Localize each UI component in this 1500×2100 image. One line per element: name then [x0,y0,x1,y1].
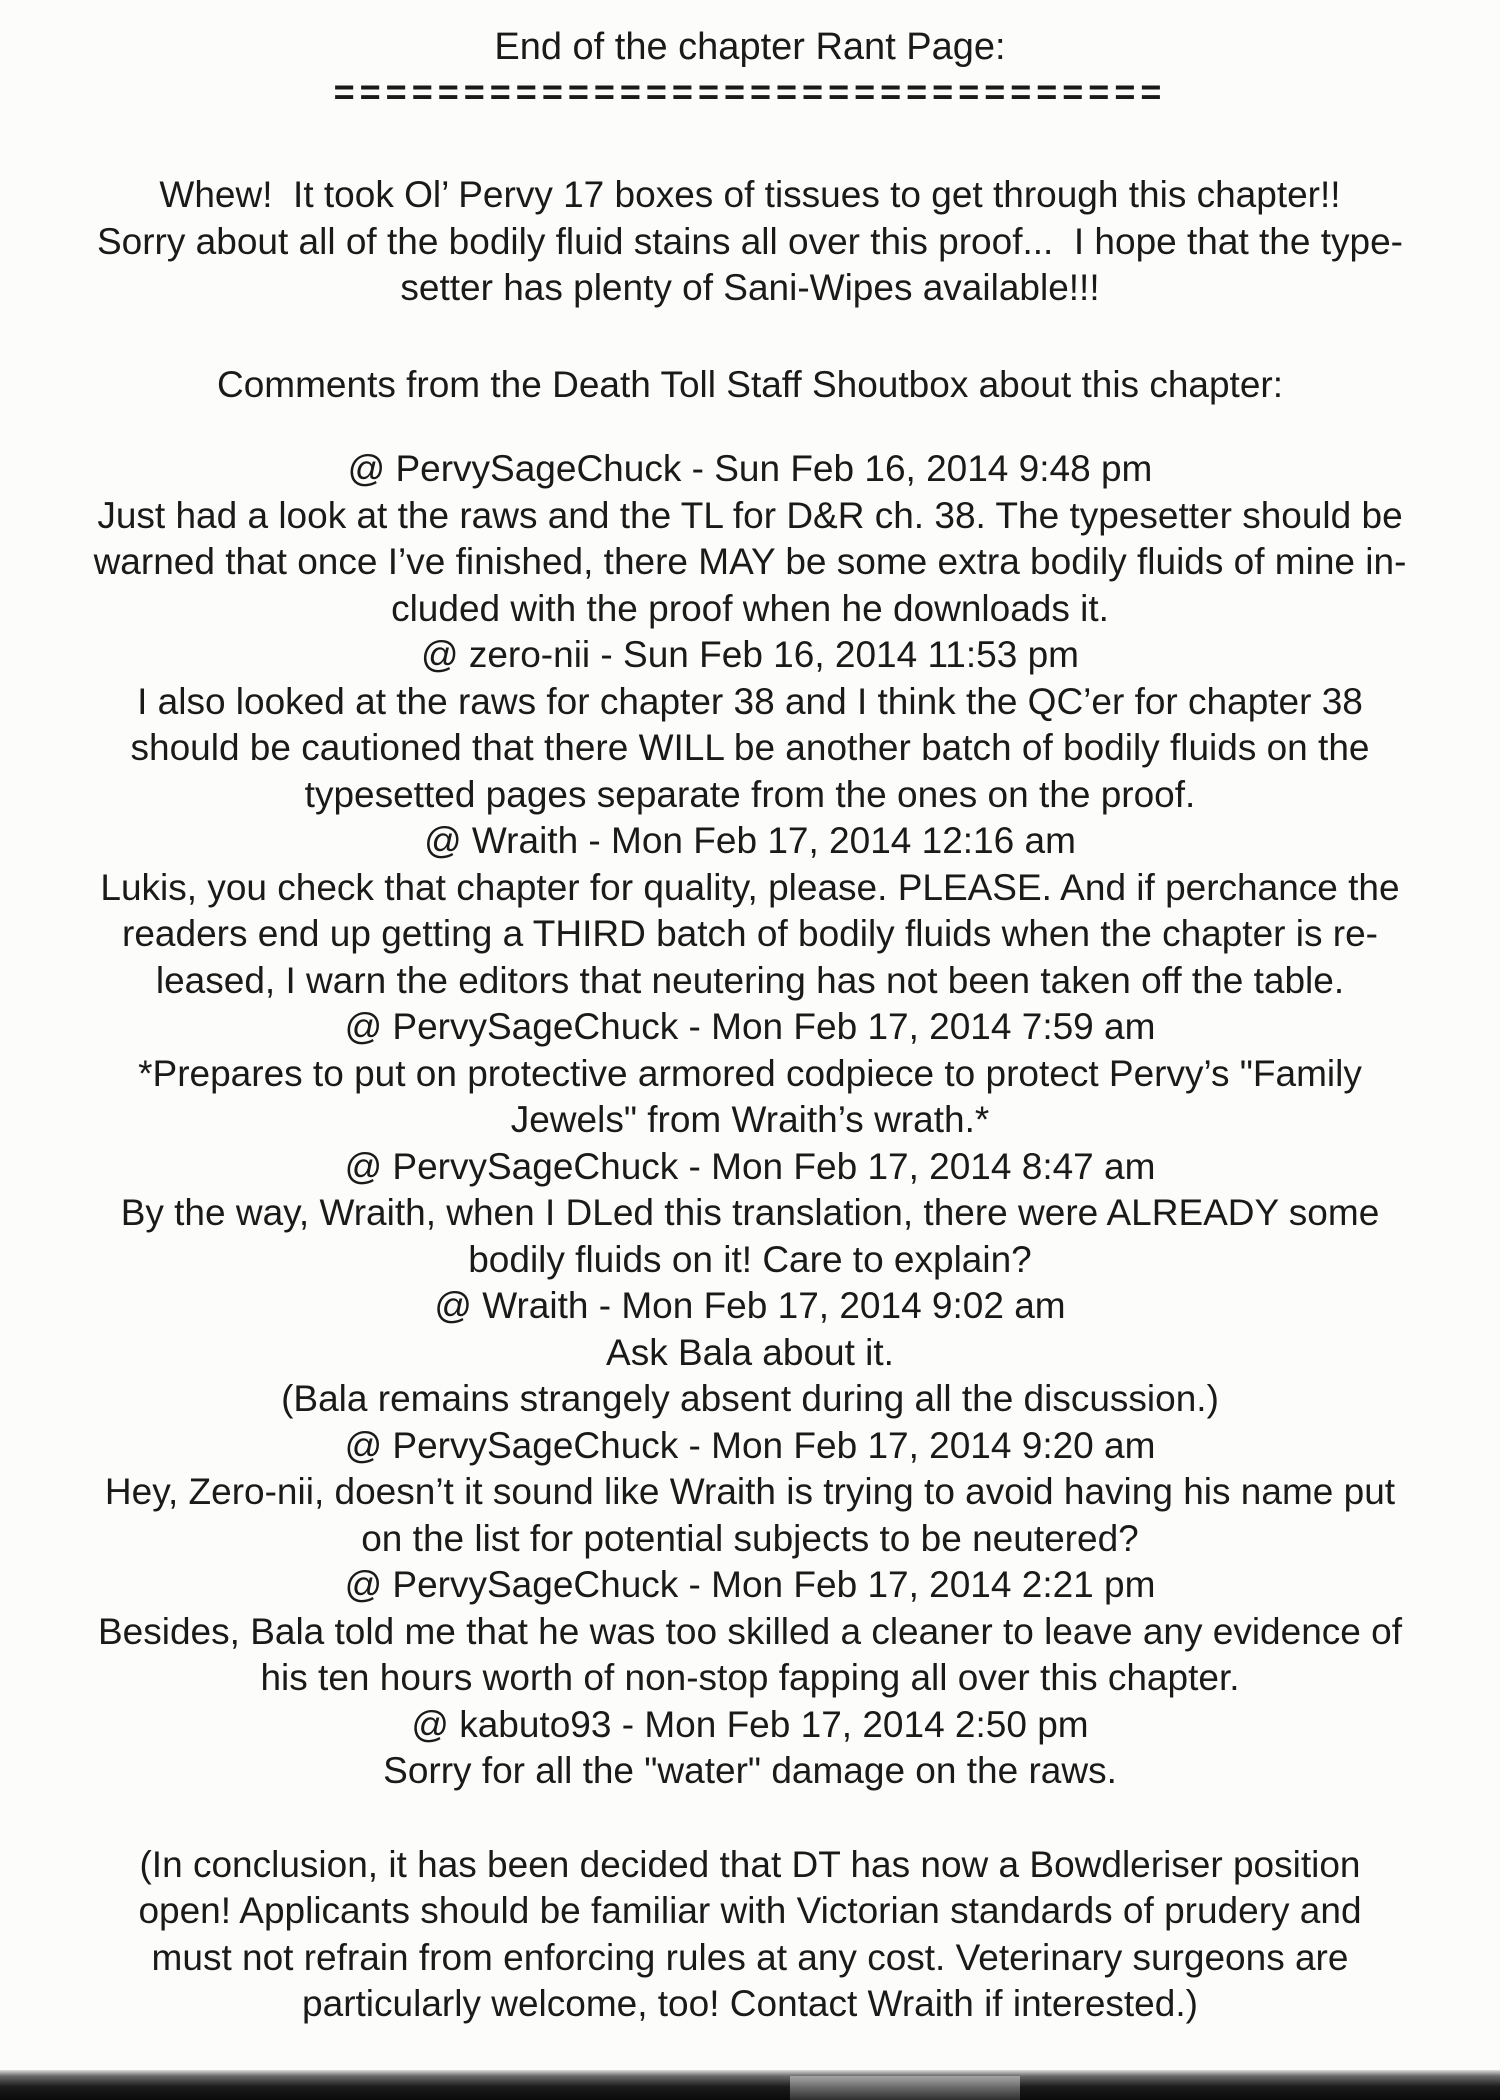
comment-author-timestamp: @ PervySageChuck - Mon Feb 17, 2014 7:59 am [344,1006,1156,1047]
comment-block [0,1283,1500,1423]
comment-text-line: By the way, Wraith, when I DLed this translation, there were ALREADY some [120,1192,1380,1233]
comment-author-timestamp: @ zero-nii - Sun Feb 16, 2014 11:53 pm [420,634,1079,675]
text-line: particularly welcome, too! Contact Wraith if interested.) [302,1983,1198,2024]
comment-text-line: on the list for potential subjects to be neutered? [361,1517,1139,1559]
text-line: Whew! It took Ol’ Pervy 17 boxes of tissues to get through this chapter!! [159,174,1341,215]
text-line: must not refrain from enforcing rules at any cost. Veterinary surgeons are [151,1936,1349,1978]
comment-text-line: Just had a look at the raws and the TL for D&R ch. 38. The typesetter should be [97,494,1403,536]
comment-author-timestamp: @ PervySageChuck - Mon Feb 17, 2014 2:21 pm [344,1564,1156,1605]
comment-text-line: bodily fluids on it! Care to explain? [468,1238,1032,1280]
comment-text-line: Jewels" from Wraith’s wrath.* [510,1099,990,1140]
comment-text-line: Hey, Zero-nii, doesn’t it sound like Wraith is trying to avoid having his name put [104,1471,1396,1512]
comment-text-line: readers end up getting a THIRD batch of bodily fluids when the chapter is re- [122,913,1378,954]
comment-block [0,446,1500,632]
text-line: (In conclusion, it has been decided that DT has now a Bowdleriser position [139,1843,1361,1885]
comment-text-line: cluded with the proof when he downloads it. [391,587,1109,629]
scanner-edge-band [0,2070,1500,2100]
shoutbox-heading: Comments from the Death Toll Staff Shoutbox about this chapter: [216,363,1284,405]
comment-block [0,1004,1500,1144]
comment-text-line: (Bala remains strangely absent during all the discussion.) [281,1378,1219,1419]
comment-text-line: I also looked at the raws for chapter 38 and I think the QC’er for chapter 38 [137,680,1363,722]
comment-block [0,1423,1500,1563]
page-title: End of the chapter Rant Page: [494,26,1006,68]
text-line: setter has plenty of Sani-Wipes available!!! [400,267,1100,308]
comment-text-line: should be cautioned that there WILL be another batch of bodily fluids on the [130,727,1370,768]
comment-block [0,1702,1500,1795]
equals-divider: ================================ [333,71,1167,112]
text-line: Sorry about all of the bodily fluid stains all over this proof... I hope that the type- [96,220,1403,262]
comment-block [0,1562,1500,1702]
comment-text-line: *Prepares to put on protective armored codpiece to protect Pervy’s "Family [138,1052,1362,1094]
comment-block [0,632,1500,818]
comment-author-timestamp: @ PervySageChuck - Mon Feb 17, 2014 8:47 am [344,1145,1156,1187]
comment-block [0,818,1500,1004]
comment-author-timestamp: @ PervySageChuck - Sun Feb 16, 2014 9:48 pm [347,448,1153,489]
conclusion-paragraph [0,1842,1500,2028]
comment-block [0,1144,1500,1284]
comment-author-timestamp: @ Wraith - Mon Feb 17, 2014 9:02 am [434,1285,1066,1326]
comment-author-timestamp: @ PervySageChuck - Mon Feb 17, 2014 9:20 am [344,1424,1156,1466]
comment-text-line: leased, I warn the editors that neutering has not been taken off the table. [155,959,1345,1001]
comment-text-line: Ask Bala about it. [606,1331,894,1373]
comment-text-line: his ten hours worth of non-stop fapping all over this chapter. [260,1657,1240,1698]
shoutbox-comments-list [0,446,1500,1795]
text-line: open! Applicants should be familiar with Victorian standards of prudery and [138,1890,1362,1931]
comment-author-timestamp: @ kabuto93 - Mon Feb 17, 2014 2:50 pm [411,1703,1089,1745]
comment-text-line: Sorry for all the "water" damage on the raws. [383,1750,1117,1791]
intro-paragraph [0,172,1500,312]
comment-text-line: typesetted pages separate from the ones on the proof. [304,773,1196,815]
page-header [0,0,1500,112]
comment-text-line: Besides, Bala told me that he was too skilled a cleaner to leave any evidence of [98,1610,1402,1652]
comment-text-line: warned that once I’ve finished, there MAY be some extra bodily fluids of mine in- [93,541,1407,582]
comment-author-timestamp: @ Wraith - Mon Feb 17, 2014 12:16 am [424,820,1076,861]
scanner-edge-light-patch [790,2076,1020,2100]
comment-text-line: Lukis, you check that chapter for quality, please. PLEASE. And if perchance the [100,866,1400,908]
